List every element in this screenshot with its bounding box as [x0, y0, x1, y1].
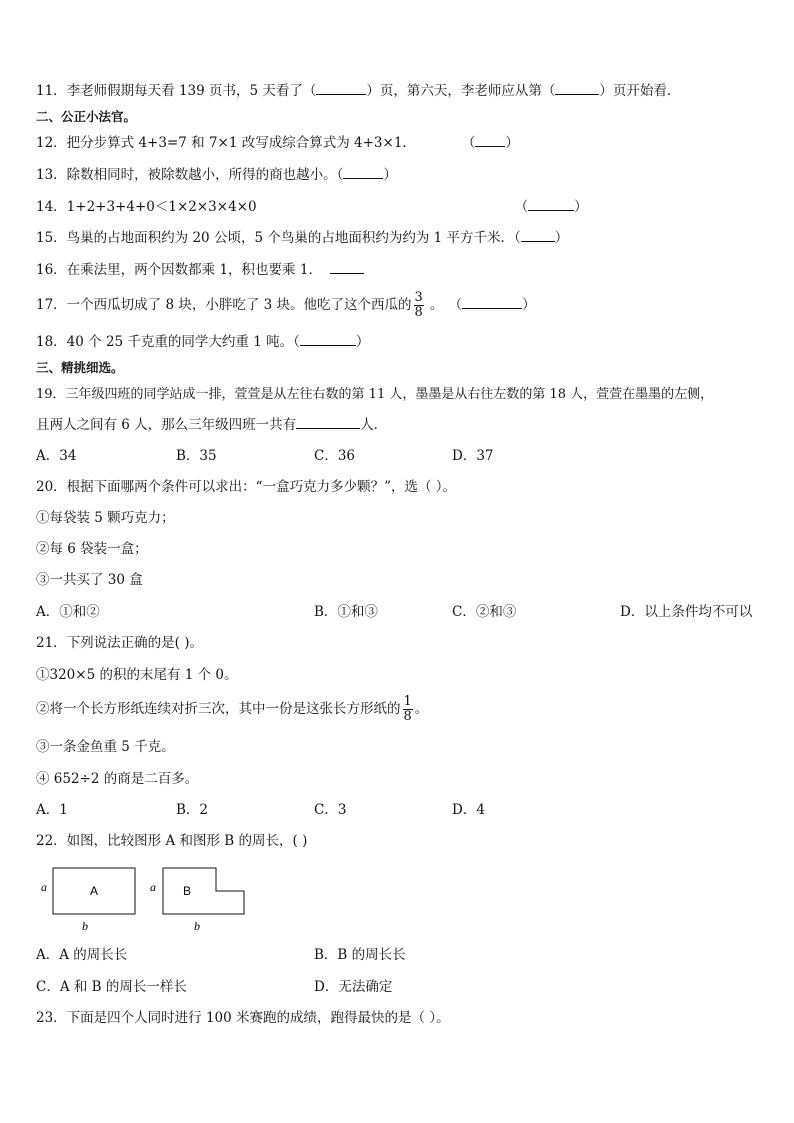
figure-a [41, 868, 135, 933]
question-18: 18．40 个 25 千克重的同学大约重 1 吨。（ ） [36, 334, 370, 350]
question-19-line-2: 且两人之间有 6 人，那么三年级四班一共有 人． [36, 417, 388, 433]
question-21: 21．下列说法正确的是( )。 [36, 635, 204, 651]
condition-2: ②每 6 袋装一盒； [36, 541, 148, 557]
question-11: 11．李老师假期每天看 139 页书，5 天看了（ ）页，第六天，李老师应从第（ ）页开始看． [36, 83, 681, 99]
answer-blank[interactable] [462, 296, 522, 309]
option-d[interactable]: D．以上条件均不可以 [620, 604, 753, 620]
question-23: 23．下面是四个人同时进行 100 米赛跑的成绩，跑得最快的是（ ）。 [36, 1010, 450, 1026]
option-c[interactable]: C．3 [314, 802, 347, 818]
condition-3: ③一共买了 30 盒 [36, 572, 143, 588]
question-15: 15．鸟巢的占地面积约为 20 公顷，5 个鸟巢的占地面积约为约为 1 平方千米．（ ） [36, 230, 569, 246]
figure-a-bottom-label: b [82, 919, 88, 933]
figure-b-label: B [182, 884, 192, 898]
figure-b-side-label: a [150, 880, 156, 894]
figure-b [150, 868, 244, 933]
option-d[interactable]: D．4 [452, 802, 485, 818]
question-13: 13．除数相同时，被除数越小，所得的商也越小。（ ） [36, 167, 397, 183]
figure-a-label: A [89, 884, 99, 898]
statement-2: ②将一个长方形纸连续对折三次，其中一份是这张长方形纸的 $\frac{1}{8}$ 。 [36, 694, 429, 724]
option-c[interactable]: C．②和③ [452, 604, 517, 620]
answer-blank[interactable] [475, 134, 505, 147]
question-14: 14．1+2+3+4+0＜1×2×3×4×0 （ ） [36, 199, 588, 215]
option-a[interactable]: A．①和② [36, 604, 100, 620]
option-c[interactable]: C．36 [314, 448, 356, 464]
option-b[interactable]: B．2 [176, 802, 209, 818]
figure-a-b [36, 860, 256, 936]
statement-1: ①320×5 的积的末尾有 1 个 0。 [36, 667, 238, 683]
question-12: 12．把分步算式 4+3=7 和 7×1 改写成综合算式为 4+3×1． （ ） [36, 135, 519, 151]
question-20: 20．根据下面哪两个条件可以求出：“一盒巧克力多少颗？”，选（ ）。 [36, 479, 457, 495]
condition-1: ①每袋装 5 颗巧克力； [36, 510, 175, 526]
option-a[interactable]: A．34 [36, 448, 77, 464]
section-heading-2: 二、公正小法官。 [36, 109, 137, 124]
answer-blank[interactable] [296, 416, 360, 429]
figure-b-bottom-label: b [194, 919, 200, 933]
option-a[interactable]: A．A 的周长长 [36, 947, 128, 963]
section-heading-3: 三、精挑细选。 [36, 360, 124, 375]
option-b[interactable]: B．B 的周长长 [314, 947, 406, 963]
fraction-1-8: $\frac{1}{8}$ [403, 694, 412, 724]
question-19-line-1: 19．三年级四班的同学站成一排，萱萱是从左往右数的第 11 人，墨墨是从右往左数的第 18 人，萱萱在墨墨的左侧， [36, 387, 714, 402]
answer-blank[interactable] [330, 261, 364, 274]
question-22: 22．如图，比较图形 A 和图形 B 的周长，( ) [36, 833, 308, 849]
answer-blank[interactable] [300, 333, 356, 346]
answer-blank[interactable] [316, 82, 366, 95]
statement-4: ④ 652÷2 的商是二百多。 [36, 771, 199, 787]
answer-blank[interactable] [555, 82, 599, 95]
answer-blank[interactable] [521, 229, 555, 242]
statement-3: ③一条金鱼重 5 千克。 [36, 739, 175, 755]
option-c[interactable]: C．A 和 B 的周长一样长 [36, 979, 187, 995]
answer-blank[interactable] [343, 166, 383, 179]
answer-blank[interactable] [528, 198, 574, 211]
option-b[interactable]: B．①和③ [314, 604, 378, 620]
option-b[interactable]: B．35 [176, 448, 217, 464]
option-a[interactable]: A．1 [36, 802, 68, 818]
figure-a-side-label: a [41, 880, 47, 894]
question-17: 17．一个西瓜切成了 8 块，小胖吃了 3 块。他吃了这个西瓜的 $\frac{3}{8}$ 。 （ ） [36, 290, 536, 320]
option-d[interactable]: D．无法确定 [314, 979, 393, 995]
option-d[interactable]: D．37 [452, 448, 494, 464]
question-16: 16．在乘法里，两个因数都乘 1，积也要乘 1． [36, 261, 364, 279]
fraction-3-8: $\frac{3}{8}$ [414, 290, 423, 320]
